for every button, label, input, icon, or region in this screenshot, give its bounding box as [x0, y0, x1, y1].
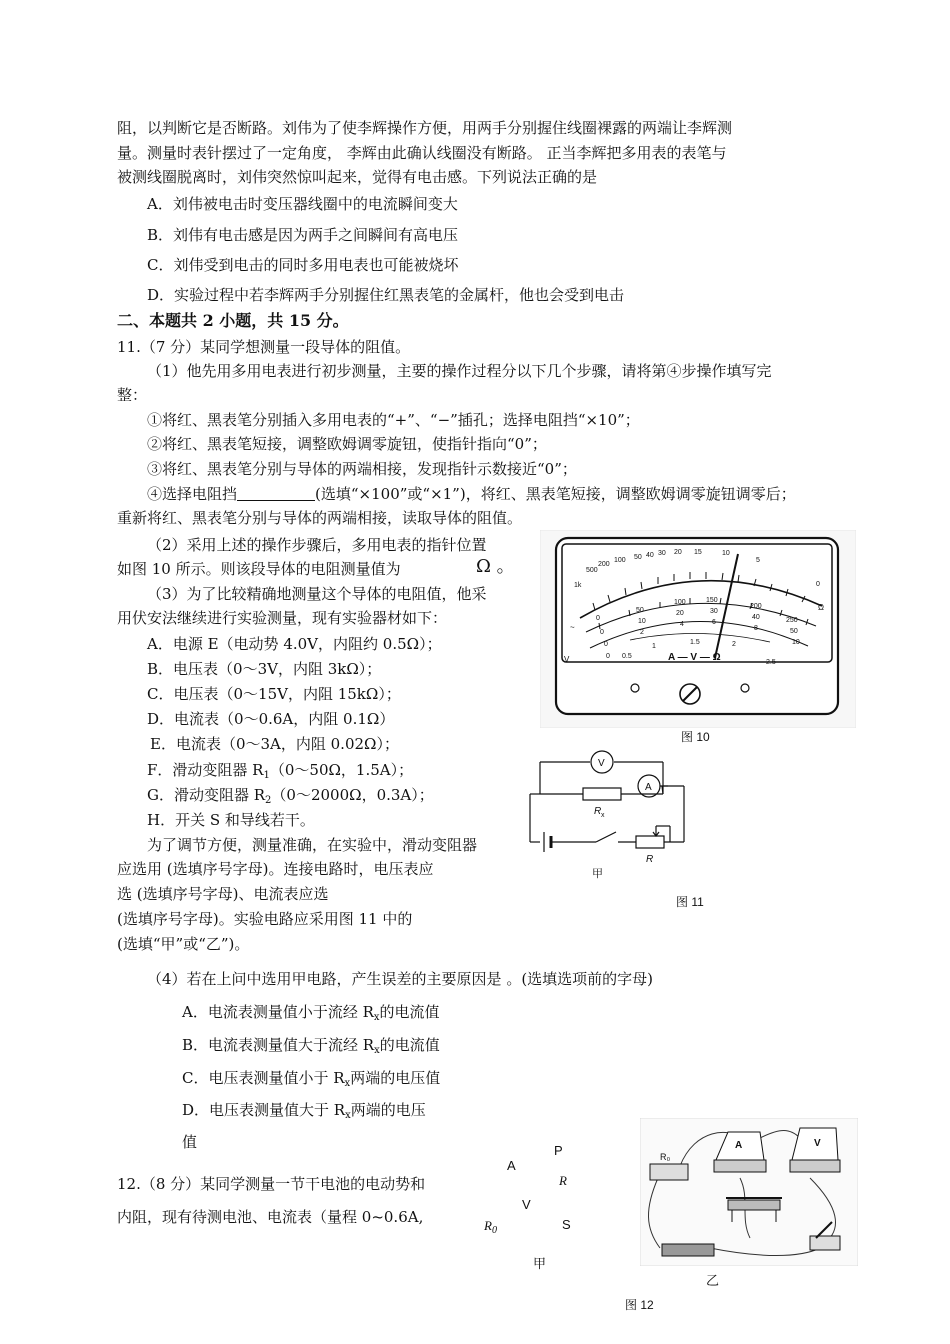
- ohm-symbol: Ω: [818, 603, 824, 612]
- q11-item-g-b: （0～2000Ω，0.3A）；: [271, 786, 434, 804]
- q11-part2-line-a: （2）采用上述的操作步骤后，多用电表的指针位置: [147, 536, 487, 554]
- q11-item-f-a: F．滑动变阻器 R: [147, 761, 264, 779]
- avo-label: A — V — Ω: [668, 652, 721, 663]
- dc-tick: 20: [676, 610, 684, 617]
- q11-part2-ohm: Ω 。: [476, 556, 515, 577]
- q11-item-f-b: （0～50Ω，1.5A）；: [269, 761, 414, 779]
- photo-voltmeter-label: V: [814, 1138, 821, 1149]
- fig12-label-r0: [484, 1216, 497, 1241]
- dc-tick: 50: [790, 628, 798, 635]
- q11-part3-line-b: 用伏安法继续进行实验测量，现有实验器材如下：: [117, 609, 448, 627]
- q11-item-f-sub: 1: [263, 770, 270, 781]
- ohm-tick: 30: [658, 550, 666, 557]
- ac-dc-symbol: ~: [570, 623, 575, 632]
- q4a-sub: x: [373, 1012, 380, 1023]
- ohm-tick: 0: [816, 581, 820, 588]
- ohm-tick: 40: [646, 552, 654, 559]
- q4c-text: C．电压表测量值小于 R: [182, 1069, 345, 1087]
- q4b-text: B．电流表测量值大于流经 R: [182, 1036, 375, 1054]
- q11-item-a: A．电源 E（电动势 4.0V，内阻约 0.5Ω）；: [147, 635, 442, 653]
- q11-heading: 11.（7 分）某同学想测量一段导体的阻值。: [117, 338, 411, 356]
- q11-item-h: H．开关 S 和导线若干。: [147, 811, 315, 829]
- fig12-label-p: P: [554, 1143, 563, 1158]
- ac-tick: 2.5: [766, 659, 776, 666]
- ohm-tick: 15: [694, 549, 702, 556]
- q11-part3-line-g: (选填“甲”或“乙”)。: [117, 935, 250, 953]
- q12-line-2: 内阻，现有待测电池、电流表（量程 0~0.6A,: [117, 1208, 424, 1226]
- dc-tick: 100: [674, 599, 686, 606]
- ohm-tick: 1k: [574, 582, 582, 589]
- q11-item-g: [147, 785, 434, 811]
- fig12-label-s: S: [562, 1217, 571, 1232]
- dc-tick: 10: [638, 618, 646, 625]
- q10-option-d: D．实验过程中若李辉两手分别握住红黑表笔的金属杆，他也会受到电击: [147, 286, 625, 304]
- r0-main: R: [484, 1218, 492, 1233]
- q11-part3-line-f: (选填序号字母)。实验电路应采用图 11 中的: [117, 910, 413, 928]
- figure-11-circuit: [520, 742, 690, 884]
- dc-tick: 0: [596, 615, 600, 622]
- q4b-sub: x: [374, 1045, 380, 1056]
- ac-tick: 2: [732, 641, 736, 648]
- q11-item-g-a: G．滑动变阻器 R: [147, 786, 266, 804]
- dc-tick: 4: [680, 621, 684, 628]
- q11-part4: （4）若在上问中选用甲电路，产生误差的主要原因是 。(选填选项前的字母): [147, 970, 654, 988]
- ac-tick: 1: [652, 643, 656, 650]
- q11-step-2: ②将红、黑表笔短接，调整欧姆调零旋钮，使指针指向“0”；: [147, 435, 547, 453]
- q11-part4-option-c: [182, 1068, 440, 1094]
- q4a-text-2: 的电流值: [379, 1003, 440, 1021]
- q10-option-b: B．刘伟有电击感是因为两手之间瞬间有高电压: [147, 226, 459, 244]
- ohm-tick: 5: [756, 557, 760, 564]
- ohm-tick: 50: [634, 554, 642, 561]
- dc-tick: 200: [750, 603, 762, 610]
- q11-part4-option-a: [182, 1002, 440, 1028]
- q11-part3-line-a: （3）为了比较精确地测量这个导体的电阻值，他采: [147, 585, 487, 603]
- q4d-text-2: 两端的电压: [350, 1101, 426, 1119]
- q11-part1-line-b: 整：: [117, 386, 148, 404]
- ohm-tick: 10: [722, 550, 730, 557]
- voltmeter-label: V: [598, 758, 605, 769]
- q11-item-c: C．电压表（0～15V，内阻 15kΩ）；: [147, 685, 401, 703]
- figure-11-caption: 图 11: [676, 895, 704, 909]
- dc-tick: 10: [792, 639, 800, 646]
- photo-ammeter-label: A: [735, 1140, 743, 1151]
- q11-step-4-cont: 重新将红、黑表笔分别与导体的两端相接，读取导体的阻值。: [117, 509, 523, 527]
- dc-tick: 0: [604, 641, 608, 648]
- section-heading: 二、本题共 2 小题，共 15 分。: [117, 311, 349, 330]
- q10-stem-line-3: 被测线圈脱离时，刘伟突然惊叫起来，觉得有电击感。下列说法正确的是: [117, 168, 598, 186]
- q11-item-b: B．电压表（0～3V，内阻 3kΩ）；: [147, 660, 382, 678]
- q11-step-1: ①将红、黑表笔分别插入多用电表的“+”、“−”插孔；选择电阻挡“×10”；: [147, 411, 640, 429]
- r-label: R: [646, 854, 654, 865]
- fig12-label-v: V: [522, 1197, 531, 1212]
- rx-label: R: [594, 806, 602, 817]
- dc-tick: 0: [600, 629, 604, 636]
- ac-tick: 0: [606, 653, 610, 660]
- dc-tick: 6: [712, 619, 716, 626]
- figure-10-caption: 图 10: [681, 730, 710, 744]
- dc-tick: 2: [640, 629, 644, 636]
- q4d-text: D．电压表测量值大于 R: [182, 1101, 346, 1119]
- circuit-jia-label: 甲: [592, 868, 603, 880]
- q11-item-e: E．电流表（0～3A，内阻 0.02Ω）；: [150, 735, 399, 753]
- rx-sub-label: x: [601, 812, 605, 819]
- q11-part1-line-a: （1）他先用多用电表进行初步测量，主要的操作过程分以下几个步骤，请将第④步操作填写完: [147, 362, 772, 380]
- fig12-yi: 乙: [706, 1274, 720, 1289]
- fig12-label-a: A: [507, 1158, 516, 1173]
- ammeter-label: A: [645, 782, 652, 793]
- q11-step-4: [147, 484, 796, 504]
- q10-stem-line-2: 量。测量时表针摆过了一定角度， 李辉由此确认线圈没有断路。 正当李辉把多用表的表笔与: [117, 144, 727, 162]
- q11-item-f: [147, 760, 413, 786]
- q4a-text: A．电流表测量值小于流经 R: [182, 1003, 374, 1021]
- q11-part3-line-e: 选 (选填序号字母)、电流表应选: [117, 885, 329, 903]
- q11-step-3: ③将红、黑表笔分别与导体的两端相接，发现指针示数接近“0”；: [147, 460, 577, 478]
- figure-10-meter: [540, 530, 856, 728]
- q10-option-a: A．刘伟被电击时变压器线圈中的电流瞬间变大: [147, 195, 458, 213]
- ac-tick: 0.5: [622, 653, 632, 660]
- q4c-text-2: 两端的电压值: [350, 1069, 441, 1087]
- ac-tick: 1.5: [690, 639, 700, 646]
- ohm-tick: 20: [674, 549, 682, 556]
- figure-12-caption: 图 12: [625, 1298, 654, 1312]
- q11-part3-line-d: 应选用 (选填序号字母)。连接电路时，电压表应: [117, 860, 434, 878]
- answer-blank[interactable]: [237, 486, 315, 501]
- q11-part4-option-b: [182, 1035, 440, 1061]
- dc-tick: 8: [754, 625, 758, 632]
- dc-tick: 40: [752, 614, 760, 621]
- q11-item-d: D．电流表（0～0.6A，内阻 0.1Ω）: [147, 710, 395, 728]
- q11-part3-line-c: 为了调节方便，测量准确，在实验中，滑动变阻器: [147, 836, 478, 854]
- dc-tick: 50: [636, 607, 644, 614]
- dc-tick: 150: [706, 597, 718, 604]
- q4b-text-2: 的电流值: [379, 1036, 440, 1054]
- photo-r0-label: R₀: [660, 1152, 671, 1162]
- fig12-jia: 甲: [533, 1257, 547, 1272]
- r0-sub: 0: [491, 1225, 497, 1236]
- q10-stem-line-1: 阻，以判断它是否断路。刘伟为了使李辉操作方便，用两手分别握住线圈裸露的两端让李辉测: [117, 119, 733, 137]
- ohm-tick: 200: [598, 561, 610, 568]
- q11-part4-option-d: [182, 1100, 426, 1126]
- q11-part2-line-b: 如图 10 所示。则该段导体的电阻测量值为: [117, 560, 401, 578]
- ohm-tick: 500: [586, 567, 598, 574]
- q11-step-4-text-b: (选填“×100”或“×1”)，将红、黑表笔短接，调整欧姆调零旋钮调零后；: [315, 485, 796, 503]
- q11-step-4-text-a: ④选择电阻挡: [147, 485, 238, 503]
- q10-option-c: C．刘伟受到电击的同时多用电表也可能被烧坏: [147, 256, 459, 274]
- q4d-sub: x: [345, 1110, 351, 1121]
- q11-item-g-sub: 2: [265, 795, 272, 806]
- q12-line-1: 12.（8 分）某同学测量一节干电池的电动势和: [117, 1175, 426, 1193]
- ohm-tick: 100: [614, 557, 626, 564]
- dc-tick: 250: [786, 617, 798, 624]
- figure-12-apparatus: [640, 1118, 858, 1266]
- q4c-sub: x: [344, 1078, 351, 1089]
- q11-part4-option-d-end: 值: [182, 1133, 198, 1151]
- volt-symbol: V: [564, 655, 570, 664]
- dc-tick: 30: [710, 608, 718, 615]
- fig12-label-r: R: [559, 1173, 567, 1188]
